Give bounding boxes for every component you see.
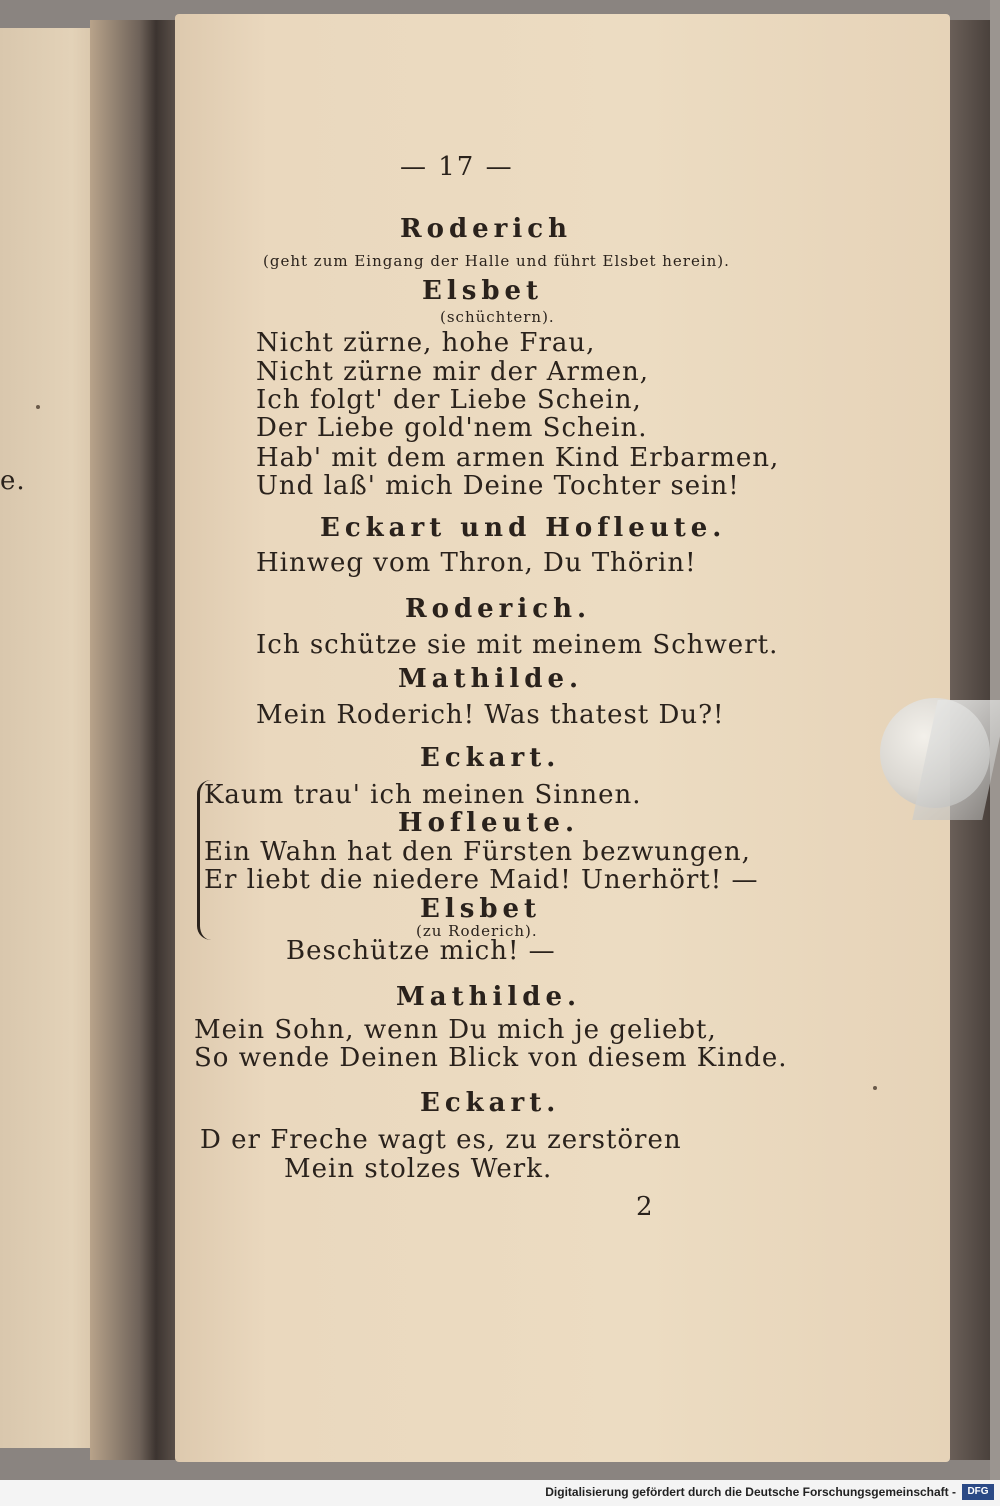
verse-line: Hab' mit dem armen Kind Erbarmen, [256,443,780,473]
speaker-name: Mathilde. [398,664,584,694]
verse-line: Hinweg vom Thron, Du Thörin! [256,548,697,578]
speaker-name: Eckart. [420,743,561,773]
stage-direction: (geht zum Eingang der Halle und führt Elsbet herein). [263,252,730,270]
verse-line: Mein stolzes Werk. [284,1154,553,1184]
dfg-logo-icon: DFG [962,1484,994,1500]
verse-line: D er Freche wagt es, zu zerstören [200,1125,682,1155]
speaker-name: Mathilde. [396,982,582,1012]
verse-line: Er liebt die niedere Maid! Unerhört! — [204,865,759,895]
speaker-name: Elsbet [422,276,544,306]
verse-line: Ein Wahn hat den Fürsten bezwungen, [204,837,751,867]
verse-line: So wende Deinen Blick von diesem Kinde. [194,1043,788,1073]
speaker-name: Roderich. [405,594,592,624]
verse-line: Ich schütze sie mit meinem Schwert. [256,630,779,660]
verse-line: Nicht zürne, hohe Frau, [256,328,596,358]
stage-direction: (zu Roderich). [416,922,538,940]
funding-credit: Digitalisierung gefördert durch die Deutsche Forschungsgemeinschaft - [545,1485,956,1499]
speaker-name: Eckart und Hofleute. [320,513,727,543]
speaker-name: Eckart. [420,1088,561,1118]
verse-line: Ich folgt' der Liebe Schein, [256,385,642,415]
signature-mark: 2 [636,1192,654,1222]
verse-line: Und laß' mich Deine Tochter sein! [256,471,740,501]
speaker-name: Roderich [400,214,572,244]
page-number: — 17 — [400,152,514,182]
speaker-name: Hofleute. [398,808,580,838]
verse-line: Kaum trau' ich meinen Sinnen. [204,780,642,810]
speck [36,405,40,409]
speck [873,1086,877,1090]
stage-direction: (schüchtern). [440,308,555,326]
verse-line: Mein Roderich! Was thatest Du?! [256,700,725,730]
verse-line: Beschütze mich! — [286,936,556,966]
speaker-name: Elsbet [420,894,542,924]
verse-line: Mein Sohn, wenn Du mich je geliebt, [194,1015,717,1045]
left-page-fragment: e. [0,466,26,496]
verse-line: Nicht zürne mir der Armen, [256,357,649,387]
verse-line: Der Liebe gold'nem Schein. [256,413,648,443]
